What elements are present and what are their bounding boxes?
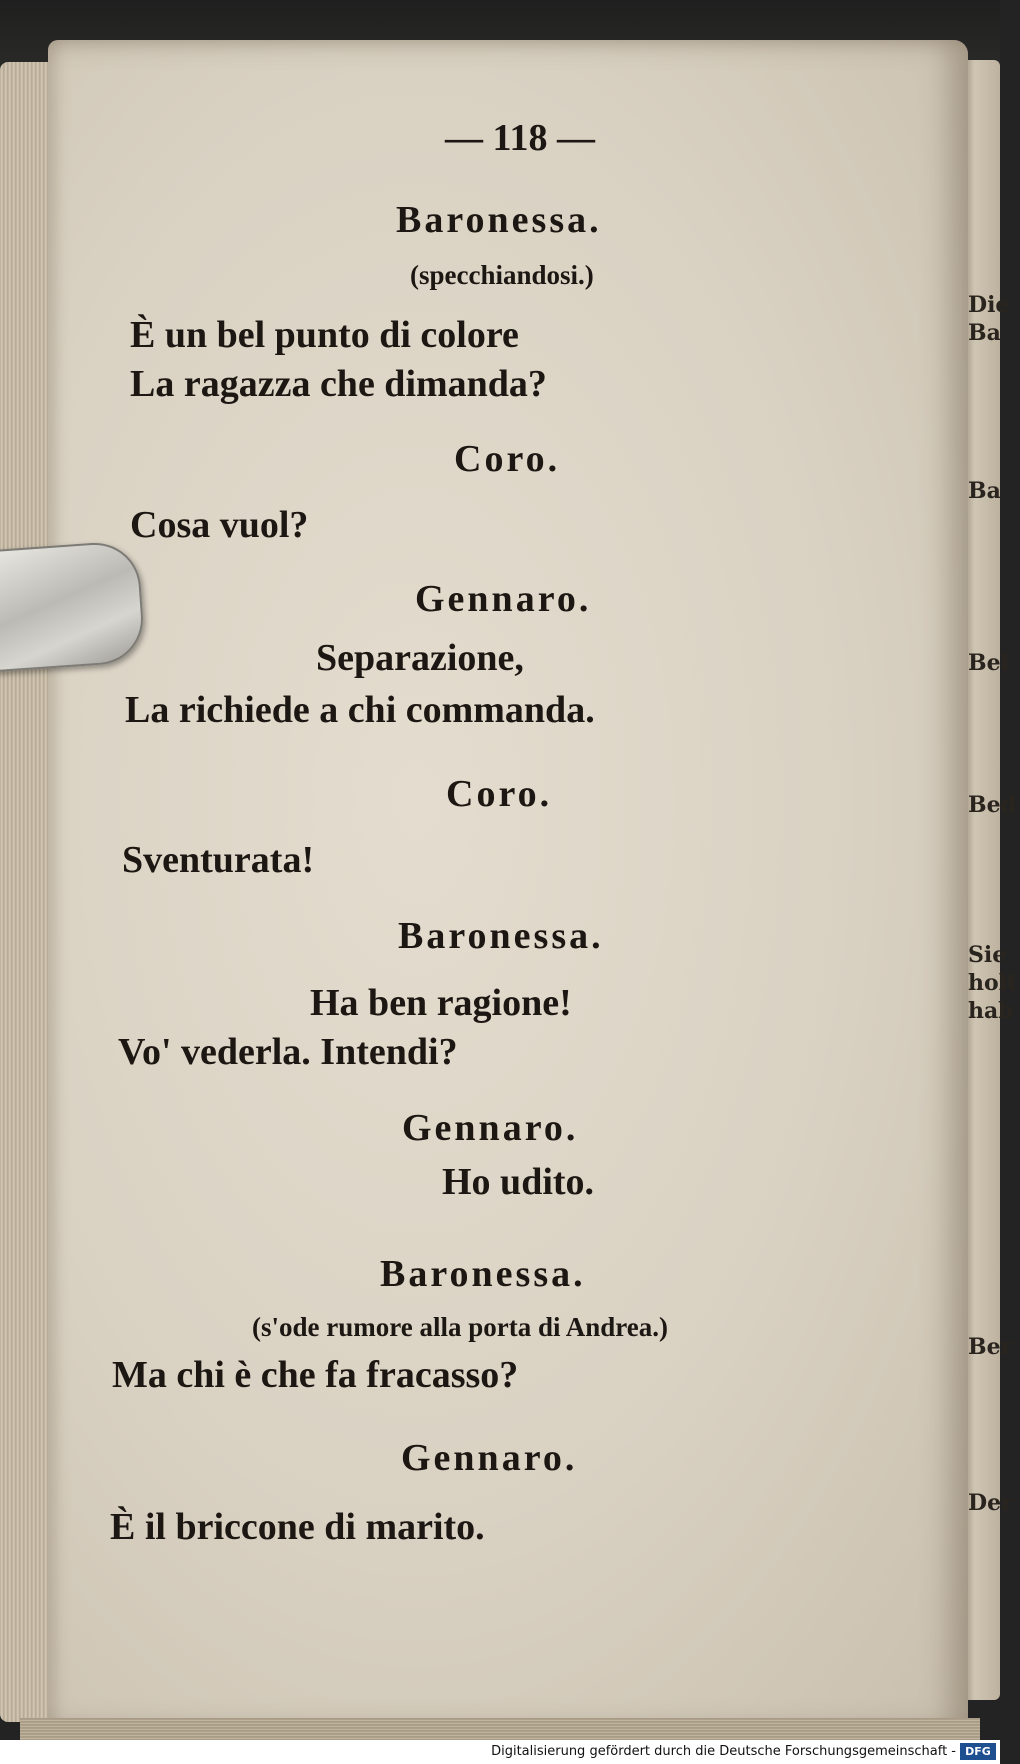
speaker-name: Coro. <box>454 438 561 480</box>
page-number: — 118 — <box>445 117 595 159</box>
verse-line: Sventurata! <box>122 839 315 881</box>
facing-page-word: hab <box>968 998 1014 1024</box>
bottom-page-edges <box>20 1718 980 1740</box>
footer-bar <box>0 1740 1000 1764</box>
facing-page-word: Ba <box>968 478 1001 504</box>
verse-line: Vo' vederla. Intendi? <box>118 1031 458 1073</box>
speaker-name: Baronessa. <box>380 1253 586 1295</box>
stage-direction: (specchiandosi.) <box>410 260 594 290</box>
dfg-logo: DFG <box>960 1743 996 1760</box>
stage-direction: (s'ode rumore alla porta di Andrea.) <box>252 1312 668 1342</box>
verse-line: Ha ben ragione! <box>310 982 572 1024</box>
verse-line: Separazione, <box>316 637 524 679</box>
funding-credit: Digitalisierung gefördert durch die Deutsche Forschungsgemeinschaft - <box>491 1744 956 1759</box>
verse-line: La ragazza che dimanda? <box>130 363 547 405</box>
facing-page-word: Der <box>968 1490 1013 1516</box>
speaker-name: Gennaro. <box>401 1437 578 1479</box>
facing-page-word: Ber <box>968 1334 1013 1360</box>
facing-page-word: Sie <box>968 942 1007 968</box>
facing-page-word: Bei <box>968 650 1009 676</box>
verse-line: La richiede a chi commanda. <box>125 689 595 731</box>
facing-page-word: Ba <box>968 320 1001 346</box>
facing-page-word: Die <box>968 292 1010 318</box>
verse-line: Ho udito. <box>442 1161 595 1203</box>
speaker-name: Coro. <box>446 773 553 815</box>
facing-page-word: Bed <box>968 792 1016 818</box>
speaker-name: Baronessa. <box>398 915 604 957</box>
speaker-name: Gennaro. <box>415 578 592 620</box>
verse-line: Ma chi è che fa fracasso? <box>112 1354 519 1396</box>
speaker-name: Baronessa. <box>396 199 602 241</box>
verse-line: È un bel punto di colore <box>130 314 519 356</box>
verse-line: È il briccone di marito. <box>110 1506 485 1548</box>
page-clip <box>0 540 146 672</box>
verse-line: Cosa vuol? <box>130 504 309 546</box>
speaker-name: Gennaro. <box>402 1107 579 1149</box>
facing-page-word: holt <box>968 970 1018 996</box>
